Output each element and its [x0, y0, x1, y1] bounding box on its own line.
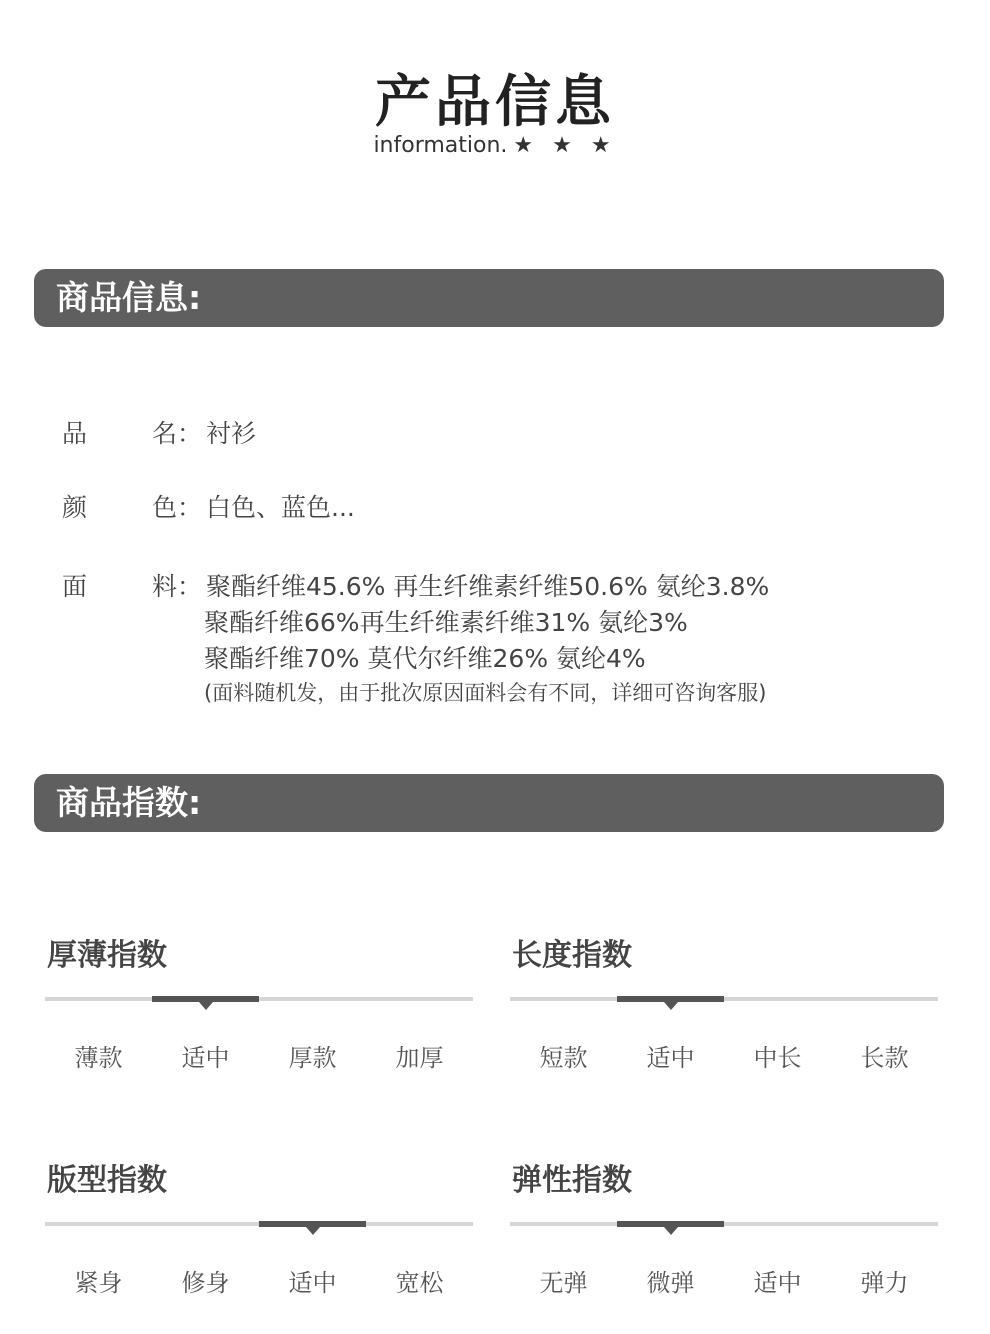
info-value: 衬衫 [206, 419, 257, 448]
index-option: 微弹 [646, 1269, 695, 1297]
index-track [510, 1222, 938, 1226]
label-char: 颜 [62, 493, 88, 522]
index-option: 修身 [181, 1269, 230, 1297]
index-track [45, 997, 473, 1001]
fabric-line: 聚酯纤维70% 莫代尔纤维26% 氨纶4% [204, 644, 646, 673]
label-char: 名： [151, 419, 202, 448]
label-char: 料： [151, 572, 202, 601]
index-title: 长度指数 [512, 938, 632, 973]
index-option: 适中 [753, 1269, 802, 1297]
index-title: 厚薄指数 [47, 938, 167, 973]
index-option: 薄款 [74, 1044, 123, 1072]
star-icons: ★ ★ ★ [513, 133, 617, 158]
index-options [510, 1263, 938, 1298]
page-title: 产品信息 [375, 70, 615, 135]
fabric-note: (面料随机发，由于批次原因面料会有不同，详细可咨询客服) [204, 681, 767, 705]
index-title: 版型指数 [47, 1163, 167, 1198]
index-pointer-icon [664, 1227, 678, 1235]
info-value: 白色、蓝色... [206, 493, 355, 522]
index-option: 适中 [646, 1044, 695, 1072]
product-info-header: 商品信息: [34, 269, 944, 327]
index-options [45, 1038, 473, 1073]
subtitle-text: information. [373, 133, 508, 158]
label-char: 面 [62, 572, 88, 601]
index-title: 弹性指数 [512, 1163, 632, 1198]
index-option: 适中 [288, 1269, 337, 1297]
index-option: 厚款 [288, 1044, 337, 1072]
index-track [510, 997, 938, 1001]
info-label [62, 567, 202, 603]
index-option: 短款 [539, 1044, 588, 1072]
info-label [62, 488, 202, 524]
index-pointer-icon [664, 1002, 678, 1010]
index-pointer-icon [306, 1227, 320, 1235]
index-option: 无弹 [539, 1269, 588, 1297]
index-option: 中长 [753, 1044, 802, 1072]
info-label [62, 414, 202, 450]
index-option: 弹力 [860, 1269, 909, 1297]
index-track [45, 1222, 473, 1226]
index-options [510, 1038, 938, 1073]
index-options [45, 1263, 473, 1298]
page-subtitle [0, 133, 990, 158]
product-index-header: 商品指数: [34, 774, 944, 832]
index-option: 紧身 [74, 1269, 123, 1297]
index-option: 加厚 [395, 1044, 444, 1072]
label-char: 品 [62, 419, 88, 448]
index-option: 适中 [181, 1044, 230, 1072]
info-value: 聚酯纤维45.6% 再生纤维素纤维50.6% 氨纶3.8% [206, 572, 770, 601]
index-option: 长款 [860, 1044, 909, 1072]
label-char: 色： [151, 493, 202, 522]
index-pointer-icon [199, 1002, 213, 1010]
fabric-line: 聚酯纤维66%再生纤维素纤维31% 氨纶3% [204, 608, 688, 637]
index-option: 宽松 [395, 1269, 444, 1297]
